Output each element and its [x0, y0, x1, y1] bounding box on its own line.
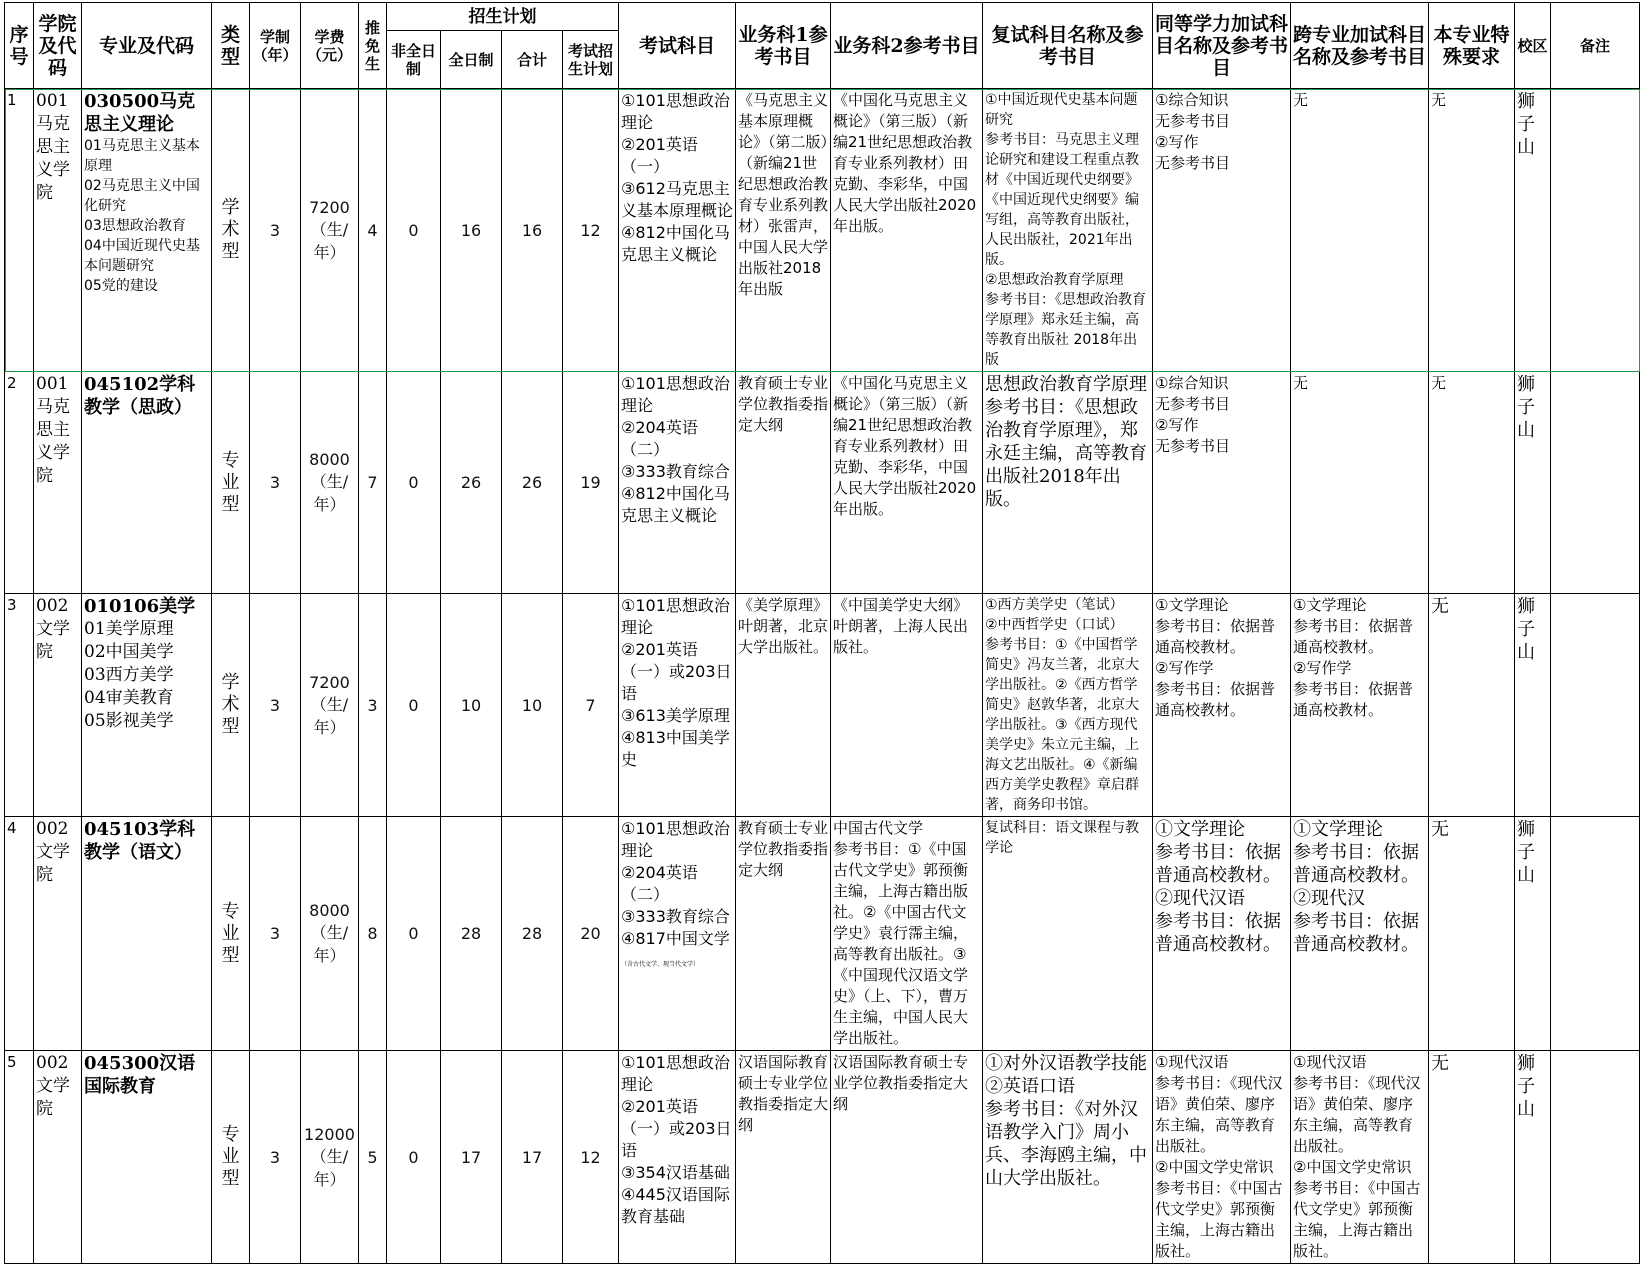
retest-cell: 复试科目：语文课程与教学论: [983, 817, 1153, 1051]
exam-subjects-cell: [619, 89, 736, 372]
fulltime-cell: 26: [441, 372, 502, 594]
equiv-item: ①文学理论: [1155, 819, 1245, 840]
college-cell: 002文学院: [34, 594, 82, 817]
exam-subject-item: ②201英语（一）: [621, 135, 698, 176]
header-note: 备注: [1551, 3, 1640, 89]
type-cell: 专业型: [212, 817, 250, 1051]
years-cell: 3: [250, 1051, 301, 1264]
equiv-item: 参考书目：《现代汉语》黄伯荣、廖序东主编，高等教育出版社。: [1155, 1074, 1283, 1155]
exam-subject-item: ①101思想政治理论: [621, 374, 730, 415]
equiv-item: ②中国文学史常识: [1155, 1158, 1274, 1176]
book2-cell: 《中国化马克思主义概论》（第三版）（新编21世纪思想政治教育专业系列教材）田克勤、李彩华，中国人民大学出版社2020年出版。: [831, 372, 983, 594]
exam-subject-item: ③354汉语基础: [621, 1163, 730, 1182]
campus-cell: 狮子山: [1515, 1051, 1551, 1264]
campus-cell: 狮子山: [1515, 372, 1551, 594]
equiv-item: 无参考书目: [1155, 154, 1231, 172]
total-cell: 16: [502, 89, 563, 372]
exam-plan-cell: 12: [563, 1051, 619, 1264]
years-cell: 3: [250, 89, 301, 372]
direction-item: 03西方美学: [84, 665, 174, 685]
exam-subject-item: ③333教育综合: [621, 462, 730, 481]
special-cell: 无: [1429, 1051, 1515, 1264]
note-cell: [1551, 372, 1640, 594]
header-fulltime: 全日制: [441, 31, 502, 89]
exam-subject-item: ③612马克思主义基本原理概论: [621, 179, 734, 220]
header-major: 专业及代码: [82, 3, 212, 89]
cross-item: ①文学理论: [1293, 596, 1367, 614]
fulltime-cell: 17: [441, 1051, 502, 1264]
exam-plan-cell: 20: [563, 817, 619, 1051]
fee-cell: 7200（生/年）: [301, 89, 359, 372]
header-plan-group: 招生计划: [387, 3, 619, 31]
equiv-cell: [1153, 89, 1291, 372]
equiv-item: 无参考书目: [1155, 112, 1231, 130]
header-type: 类型: [212, 3, 250, 89]
cross-item: ①文学理论: [1293, 819, 1383, 840]
direction-item: 01美学原理: [84, 619, 174, 639]
parttime-cell: 0: [387, 1051, 441, 1264]
exempt-cell: 4: [359, 89, 387, 372]
row-seq: 1: [5, 89, 34, 372]
type-cell: 学术型: [212, 89, 250, 372]
header-book2: 业务科2参考书目: [831, 3, 983, 89]
exam-plan-cell: 7: [563, 594, 619, 817]
exempt-cell: 8: [359, 817, 387, 1051]
major-cell: [82, 1051, 212, 1264]
equiv-cell: [1153, 372, 1291, 594]
exam-subject-item: ③333教育综合: [621, 907, 730, 926]
header-total: 合计: [502, 31, 563, 89]
equiv-cell: [1153, 594, 1291, 817]
fulltime-cell: 10: [441, 594, 502, 817]
type-cell: 专业型: [212, 1051, 250, 1264]
header-seq: 序号: [5, 3, 34, 89]
equiv-item: 参考书目：《中国古代文学史》郭预衡主编，上海古籍出版社。: [1155, 1179, 1283, 1260]
book2-cell: 《中国化马克思主义概论》（第三版）（新编21世纪思想政治教育专业系列教材）田克勤、李彩华，中国人民大学出版社2020年出版。: [831, 89, 983, 372]
cross-cell: [1291, 817, 1429, 1051]
exam-subjects-cell: [619, 1051, 736, 1264]
exam-subject-item: ②204英语（二）: [621, 418, 698, 459]
exam-subjects-cell: [619, 594, 736, 817]
direction-item: 04审美教育: [84, 688, 174, 708]
note-cell: [1551, 1051, 1640, 1264]
cross-item: 参考书目：《中国古代文学史》郭预衡主编，上海古籍出版社。: [1293, 1179, 1421, 1260]
note-cell: [1551, 594, 1640, 817]
major-name: 045102学科教学（思政）: [84, 374, 196, 418]
years-cell: 3: [250, 594, 301, 817]
direction-item: 03思想政治教育: [84, 218, 186, 234]
note-cell: [1551, 817, 1640, 1051]
direction-item: 04中国近现代史基本问题研究: [84, 238, 200, 274]
exempt-cell: 7: [359, 372, 387, 594]
research-directions: [84, 618, 209, 733]
parttime-cell: 0: [387, 594, 441, 817]
research-directions: [84, 136, 209, 296]
book2-cell: 汉语国际教育硕士专业学位教指委指定大纲: [831, 1051, 983, 1264]
special-cell: 无: [1429, 817, 1515, 1051]
direction-item: 02马克思主义中国化研究: [84, 178, 200, 214]
equiv-item: ②写作学: [1155, 659, 1214, 677]
major-cell: [82, 817, 212, 1051]
major-name: 010106美学: [84, 596, 196, 617]
major-cell: [82, 372, 212, 594]
cross-cell: 无: [1291, 372, 1429, 594]
fee-cell: 12000（生/年）: [301, 1051, 359, 1264]
cross-item: ①现代汉语: [1293, 1053, 1367, 1071]
equiv-item: 无参考书目: [1155, 395, 1231, 413]
exam-subject-item: ①101思想政治理论: [621, 1053, 730, 1094]
exam-subject-item: ④817中国文学（含古代文学、现当代文学）: [621, 929, 730, 968]
fulltime-cell: 16: [441, 89, 502, 372]
row-seq: 4: [5, 817, 34, 1051]
admissions-table: [4, 2, 1640, 1264]
cross-item: ②现代汉: [1293, 888, 1365, 909]
cross-item: 参考书目：《现代汉语》黄伯荣、廖序东主编，高等教育出版社。: [1293, 1074, 1421, 1155]
cross-item: ②中国文学史常识: [1293, 1158, 1412, 1176]
book1-cell: 教育硕士专业学位教指委指定大纲: [736, 817, 831, 1051]
book1-cell: 教育硕士专业学位教指委指定大纲: [736, 372, 831, 594]
college-cell: 002文学院: [34, 817, 82, 1051]
row-seq: 5: [5, 1051, 34, 1264]
book2-cell: 《中国美学史大纲》叶朗著，上海人民出版社。: [831, 594, 983, 817]
cross-item: 参考书目：依据普通高校教材。: [1293, 617, 1414, 656]
header-cross: 跨专业加试科目名称及参考书目: [1291, 3, 1429, 89]
cross-item: 参考书目：依据普通高校教材。: [1293, 911, 1419, 955]
book1-cell: 汉语国际教育硕士专业学位教指委指定大纲: [736, 1051, 831, 1264]
table-row: [5, 89, 1640, 372]
equiv-item: 参考书目：依据普通高校教材。: [1155, 842, 1281, 886]
exam-subject-item: ④445汉语国际教育基础: [621, 1185, 730, 1226]
book2-cell: 中国古代文学 参考书目：①《中国古代文学史》郭预衡主编，上海古籍出版社。②《中国古代文学史》袁行霈主编，高等教育出版社。③《中国现代汉语文学史》（上、下），曹万生主编，中国人民大学出版社。: [831, 817, 983, 1051]
exam-subject-item: ②201英语（一）或203日语: [621, 1097, 732, 1160]
table-row: [5, 1051, 1640, 1264]
equiv-item: ①综合知识: [1155, 91, 1229, 109]
header-fee: 学费（元）: [301, 3, 359, 89]
direction-item: 02中国美学: [84, 642, 174, 662]
row-seq: 2: [5, 372, 34, 594]
exam-subject-item: ②201英语（一）或203日语: [621, 640, 732, 703]
parttime-cell: 0: [387, 817, 441, 1051]
equiv-item: 参考书目：依据普通高校教材。: [1155, 680, 1276, 719]
table-row: [5, 817, 1640, 1051]
header-parttime: 非全日制: [387, 31, 441, 89]
exam-subject-item: ④812中国化马克思主义概论: [621, 223, 730, 264]
fee-cell: 7200（生/年）: [301, 594, 359, 817]
cross-cell: [1291, 594, 1429, 817]
header-equiv: 同等学力加试科目名称及参考书目: [1153, 3, 1291, 89]
special-cell: 无: [1429, 372, 1515, 594]
parttime-cell: 0: [387, 372, 441, 594]
equiv-item: ①现代汉语: [1155, 1053, 1229, 1071]
total-cell: 17: [502, 1051, 563, 1264]
campus-cell: 狮子山: [1515, 817, 1551, 1051]
header-exam-plan: 考试招生计划: [563, 31, 619, 89]
equiv-item: ②现代汉语: [1155, 888, 1245, 909]
cross-cell: 无: [1291, 89, 1429, 372]
header-college: 学院及代码: [34, 3, 82, 89]
type-cell: 学术型: [212, 594, 250, 817]
fee-cell: 8000（生/年）: [301, 372, 359, 594]
exam-plan-cell: 19: [563, 372, 619, 594]
equiv-cell: [1153, 1051, 1291, 1264]
retest-cell: ①西方美学史（笔试） ②中西哲学史（口试） 参考书目：①《中国哲学简史》冯友兰著，北京大学出版社。②《西方哲学简史》赵敦华著，北京大学出版社。③《西方现代美学史》朱立元主编，上海文艺出版社。④《新编西方美学史教程》章启群著，商务印书馆。: [983, 594, 1153, 817]
equiv-item: ②写作: [1155, 133, 1199, 151]
exam-subjects-cell: [619, 372, 736, 594]
fulltime-cell: 28: [441, 817, 502, 1051]
major-name: 045103学科教学（语文）: [84, 819, 196, 863]
equiv-item: 无参考书目: [1155, 437, 1231, 455]
cross-item: 参考书目：依据普通高校教材。: [1293, 842, 1419, 886]
special-cell: 无: [1429, 89, 1515, 372]
major-name: 030500马克思主义理论: [84, 91, 196, 135]
exam-subject-item: ①101思想政治理论: [621, 596, 730, 637]
exam-subject-item: ④813中国美学史: [621, 728, 730, 769]
cross-item: 参考书目：依据普通高校教材。: [1293, 680, 1414, 719]
special-cell: 无: [1429, 594, 1515, 817]
header-book1: 业务科1参考书目: [736, 3, 831, 89]
exempt-cell: 5: [359, 1051, 387, 1264]
direction-item: 01马克思主义基本原理: [84, 138, 200, 174]
book1-cell: 《美学原理》叶朗著，北京大学出版社。: [736, 594, 831, 817]
college-cell: 001马克思主义学院: [34, 89, 82, 372]
direction-item: 05影视美学: [84, 711, 174, 731]
equiv-cell: [1153, 817, 1291, 1051]
equiv-item: 参考书目：依据普通高校教材。: [1155, 911, 1281, 955]
direction-item: 05党的建设: [84, 278, 158, 294]
campus-cell: 狮子山: [1515, 89, 1551, 372]
exam-subjects-cell: [619, 817, 736, 1051]
cross-cell: [1291, 1051, 1429, 1264]
college-cell: 002文学院: [34, 1051, 82, 1264]
major-name: 045300汉语国际教育: [84, 1053, 196, 1097]
exam-subject-note: （含古代文学、现当代文学）: [621, 961, 700, 968]
fee-cell: 8000（生/年）: [301, 817, 359, 1051]
parttime-cell: 0: [387, 89, 441, 372]
total-cell: 26: [502, 372, 563, 594]
header-campus: 校区: [1515, 3, 1551, 89]
book1-cell: 《马克思主义基本原理概论》（第二版）（新编21世纪思想政治教育专业系列教材）张雷声，中国人民大学出版社2018年出版: [736, 89, 831, 372]
header-retest: 复试科目名称及参考书目: [983, 3, 1153, 89]
exam-plan-cell: 12: [563, 89, 619, 372]
equiv-item: ①综合知识: [1155, 374, 1229, 392]
exempt-cell: 3: [359, 594, 387, 817]
equiv-item: 参考书目：依据普通高校教材。: [1155, 617, 1276, 656]
header-special: 本专业特殊要求: [1429, 3, 1515, 89]
header-years: 学制（年）: [250, 3, 301, 89]
exam-subject-item: ③613美学原理: [621, 706, 730, 725]
row-seq: 3: [5, 594, 34, 817]
years-cell: 3: [250, 372, 301, 594]
exam-subject-item: ①101思想政治理论: [621, 91, 730, 132]
equiv-item: ②写作: [1155, 416, 1199, 434]
total-cell: 10: [502, 594, 563, 817]
retest-cell: ①中国近现代史基本问题研究 参考书目：马克思主义理论研究和建设工程重点教材《中国近现代史纲要》《中国近现代史纲要》编写组，高等教育出版社，人民出版社，2021年出版。 ②思想政治教育学原理 参考书目：《思想政治教育学原理》郑永廷主编，高等教育出版社 2018年出版: [983, 89, 1153, 372]
retest-cell: ①对外汉语教学技能 ②英语口语 参考书目：《对外汉语教学入门》周小兵、李海鸥主编，中山大学出版社。: [983, 1051, 1153, 1264]
exam-subject-item: ④812中国化马克思主义概论: [621, 484, 730, 525]
cross-item: ②写作学: [1293, 659, 1352, 677]
major-cell: [82, 594, 212, 817]
major-cell: [82, 89, 212, 372]
exam-subject-item: ①101思想政治理论: [621, 819, 730, 860]
table-row: [5, 372, 1640, 594]
table-row: [5, 594, 1640, 817]
note-cell: [1551, 89, 1640, 372]
header-exempt: 推免生: [359, 3, 387, 89]
header-exam-subjects: 考试科目: [619, 3, 736, 89]
type-cell: 专业型: [212, 372, 250, 594]
campus-cell: 狮子山: [1515, 594, 1551, 817]
equiv-item: ①文学理论: [1155, 596, 1229, 614]
retest-cell: 思想政治教育学原理 参考书目：《思想政治教育学原理》，郑永廷主编，高等教育出版社2018年出版。: [983, 372, 1153, 594]
college-cell: 001马克思主义学院: [34, 372, 82, 594]
total-cell: 28: [502, 817, 563, 1051]
years-cell: 3: [250, 817, 301, 1051]
exam-subject-item: ②204英语（二）: [621, 863, 698, 904]
